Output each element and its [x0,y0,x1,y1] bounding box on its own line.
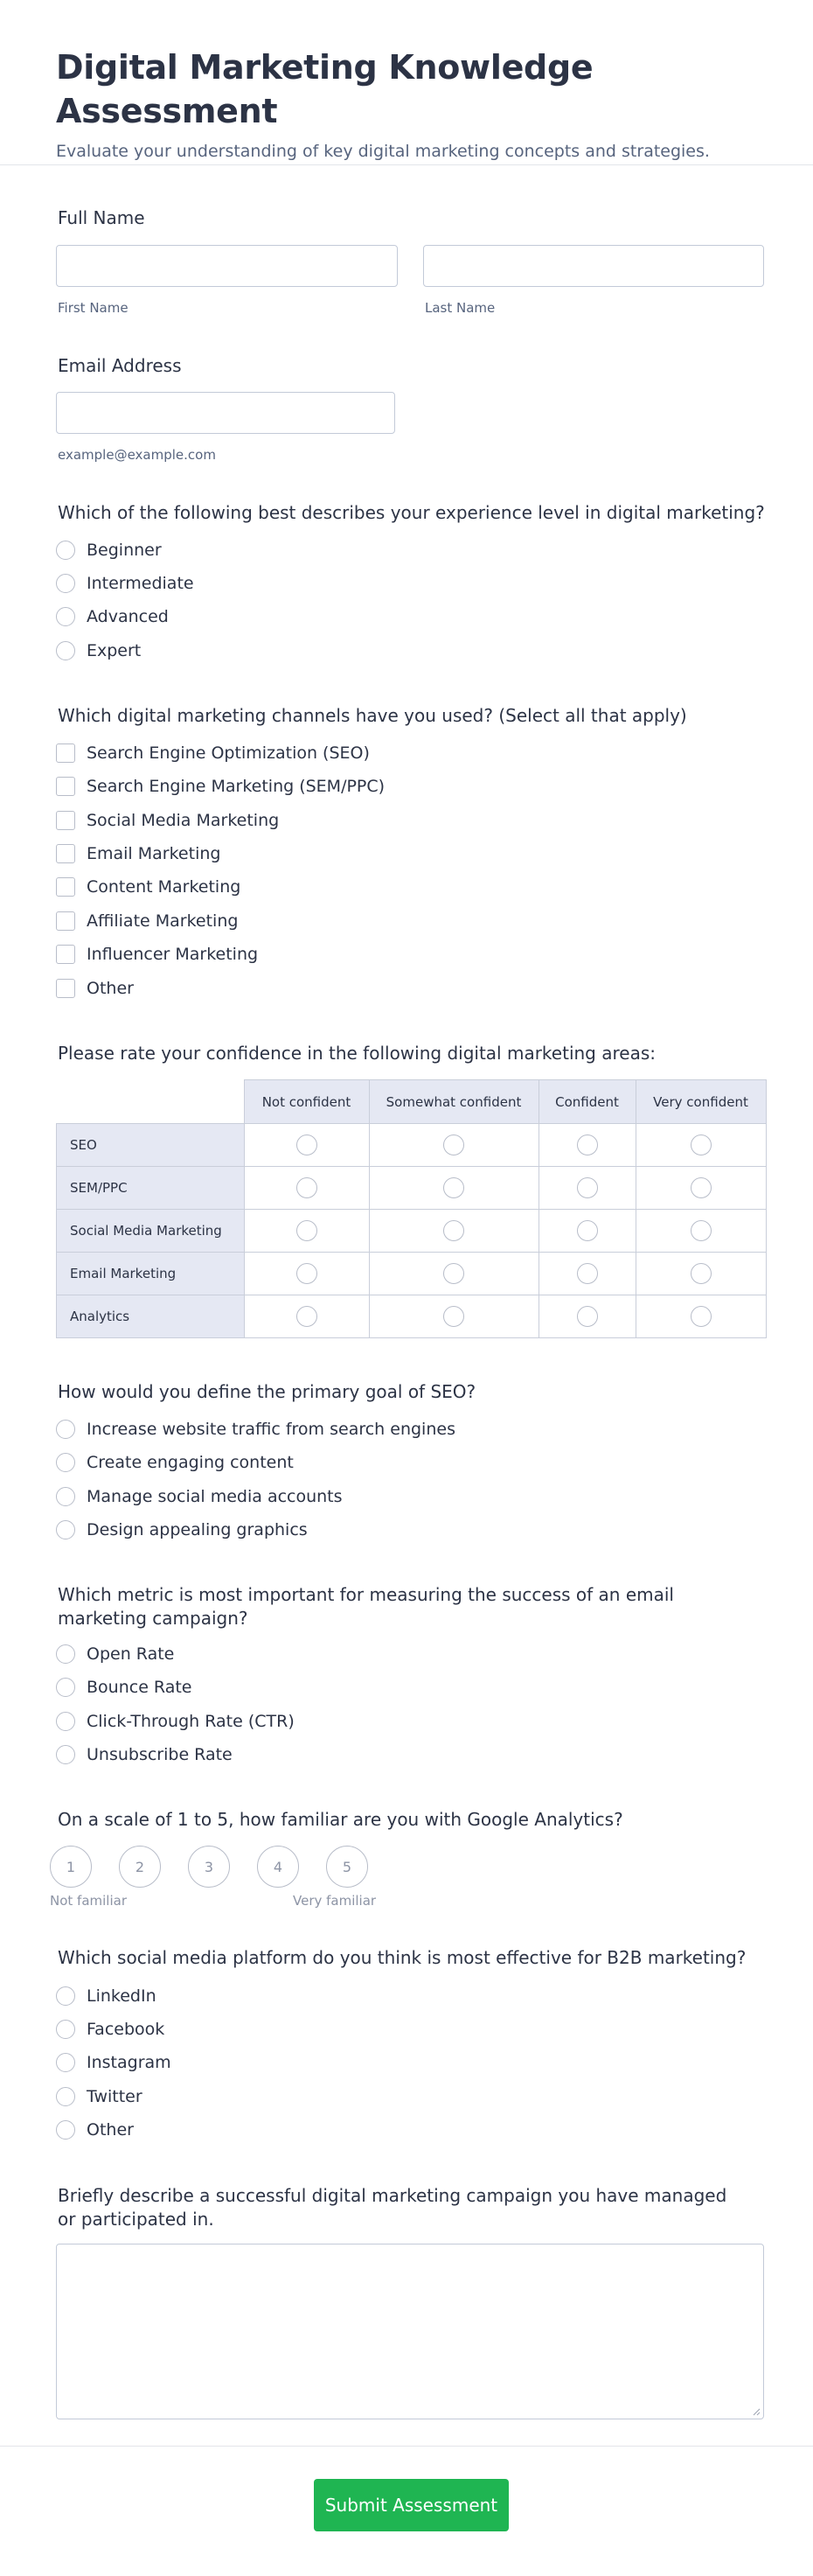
matrix-column-header: Somewhat confident [369,1080,539,1124]
matrix-corner [57,1080,245,1124]
channel-option-email[interactable]: Email Marketing [56,841,220,867]
radio-icon[interactable] [56,1487,75,1506]
checkbox-icon[interactable] [56,811,75,830]
channel-option-social[interactable]: Social Media Marketing [56,807,279,834]
matrix-radio[interactable] [443,1306,464,1327]
b2b-question: Which social media platform do you think is most effective for B2B marketing? [58,1947,747,1968]
footer-divider [0,2446,813,2447]
b2b-option-facebook[interactable]: Facebook [56,2016,164,2042]
scale-option-4[interactable]: 4 [257,1846,299,1888]
channels-question: Which digital marketing channels have you used? (Select all that apply) [58,705,687,726]
matrix-radio[interactable] [296,1177,317,1198]
matrix-radio[interactable] [691,1220,712,1241]
checkbox-icon[interactable] [56,945,75,964]
radio-icon[interactable] [56,1745,75,1764]
matrix-radio[interactable] [691,1134,712,1155]
last-name-input[interactable] [423,245,764,287]
seo-goal-option-content[interactable]: Create engaging content [56,1449,294,1476]
email-label: Email Address [58,355,182,376]
checkbox-icon[interactable] [56,979,75,998]
radio-icon[interactable] [56,541,75,560]
matrix-row-label: Email Marketing [57,1253,245,1295]
matrix-radio[interactable] [296,1306,317,1327]
matrix-row-analytics [57,1295,767,1338]
email-metric-question: Which metric is most important for measuring the success of an email marketing campaign? [58,1584,674,1629]
b2b-option-linkedin[interactable]: LinkedIn [56,1983,156,2009]
seo-goal-question: How would you define the primary goal of SEO? [58,1381,476,1402]
experience-option-advanced[interactable]: Advanced [56,604,169,630]
b2b-option-instagram[interactable]: Instagram [56,2049,171,2076]
channel-option-seo[interactable]: Search Engine Optimization (SEO) [56,740,370,766]
matrix-row-label: Analytics [57,1295,245,1338]
checkbox-icon[interactable] [56,777,75,796]
scale-option-5[interactable]: 5 [326,1846,368,1888]
radio-icon[interactable] [56,641,75,660]
experience-question: Which of the following best describes your experience level in digital marketing? [58,502,765,523]
matrix-row-label: SEO [57,1124,245,1167]
experience-option-intermediate[interactable]: Intermediate [56,570,194,597]
matrix-row-seo [57,1124,767,1167]
matrix-radio[interactable] [296,1134,317,1155]
scale-option-2[interactable]: 2 [119,1846,161,1888]
checkbox-icon[interactable] [56,844,75,863]
seo-goal-option-traffic[interactable]: Increase website traffic from search engines [56,1416,455,1442]
submit-button[interactable]: Submit Assessment [314,2479,509,2531]
radio-icon[interactable] [56,2020,75,2039]
campaign-question: Briefly describe a successful digital marketing campaign you have managed or participated in. [58,2185,727,2230]
checkbox-icon[interactable] [56,743,75,763]
radio-icon[interactable] [56,2053,75,2072]
matrix-radio[interactable] [577,1134,598,1155]
checkbox-icon[interactable] [56,911,75,931]
matrix-radio[interactable] [443,1220,464,1241]
email-metric-option-unsubscribe[interactable]: Unsubscribe Rate [56,1742,233,1768]
matrix-radio[interactable] [296,1263,317,1284]
radio-icon[interactable] [56,1453,75,1472]
matrix-radio[interactable] [577,1177,598,1198]
radio-icon[interactable] [56,1420,75,1439]
matrix-row-email [57,1253,767,1295]
matrix-radio[interactable] [443,1134,464,1155]
resize-grip-icon[interactable] [752,2407,761,2416]
scale-min-caption: Not familiar [50,1893,127,1909]
email-sublabel: example@example.com [58,447,216,463]
email-metric-option-bounce[interactable]: Bounce Rate [56,1674,192,1700]
matrix-radio[interactable] [691,1306,712,1327]
matrix-header-row [57,1080,767,1124]
radio-icon[interactable] [56,1678,75,1697]
channel-option-other[interactable]: Other [56,975,134,1002]
radio-icon[interactable] [56,2087,75,2106]
radio-icon[interactable] [56,607,75,626]
first-name-input[interactable] [56,245,398,287]
checkbox-icon[interactable] [56,877,75,897]
channel-option-sem[interactable]: Search Engine Marketing (SEM/PPC) [56,773,385,799]
channel-option-influencer[interactable]: Influencer Marketing [56,941,258,967]
radio-icon[interactable] [56,1520,75,1539]
matrix-column-header: Very confident [636,1080,766,1124]
b2b-option-other[interactable]: Other [56,2117,134,2143]
experience-option-expert[interactable]: Expert [56,638,141,664]
matrix-radio[interactable] [443,1177,464,1198]
confidence-matrix [56,1079,767,1338]
channel-option-content[interactable]: Content Marketing [56,874,240,900]
matrix-column-header: Confident [539,1080,636,1124]
email-metric-option-open[interactable]: Open Rate [56,1641,174,1667]
radio-icon[interactable] [56,1986,75,2006]
matrix-radio[interactable] [577,1263,598,1284]
matrix-radio[interactable] [691,1177,712,1198]
ga-scale-question: On a scale of 1 to 5, how familiar are you with Google Analytics? [58,1809,623,1830]
channel-option-affiliate[interactable]: Affiliate Marketing [56,908,238,934]
radio-icon[interactable] [56,574,75,593]
full-name-label: Full Name [58,207,145,228]
matrix-radio[interactable] [691,1263,712,1284]
last-name-sublabel: Last Name [425,300,496,316]
matrix-radio[interactable] [577,1220,598,1241]
scale-option-3[interactable]: 3 [188,1846,230,1888]
radio-icon[interactable] [56,2120,75,2140]
first-name-sublabel: First Name [58,300,129,316]
experience-option-beginner[interactable]: Beginner [56,537,162,563]
confidence-question: Please rate your confidence in the following digital marketing areas: [58,1043,656,1064]
b2b-option-twitter[interactable]: Twitter [56,2084,142,2110]
matrix-row-label: SEM/PPC [57,1167,245,1210]
matrix-row-label: Social Media Marketing [57,1210,245,1253]
radio-icon[interactable] [56,1712,75,1731]
seo-goal-option-social[interactable]: Manage social media accounts [56,1483,343,1510]
matrix-row-social [57,1210,767,1253]
email-input[interactable] [56,392,395,434]
campaign-textarea[interactable] [56,2244,764,2419]
matrix-column-header: Not confident [244,1080,369,1124]
email-metric-option-ctr[interactable]: Click-Through Rate (CTR) [56,1708,295,1735]
seo-goal-option-graphics[interactable]: Design appealing graphics [56,1517,308,1543]
scale-option-1[interactable]: 1 [50,1846,92,1888]
matrix-row-sem [57,1167,767,1210]
form-subtitle: Evaluate your understanding of key digital marketing concepts and strategies. [56,142,710,161]
matrix-radio[interactable] [443,1263,464,1284]
form-title: Digital Marketing Knowledge Assessment [56,48,594,130]
matrix-radio[interactable] [577,1306,598,1327]
scale-max-caption: Very familiar [293,1893,377,1909]
radio-icon[interactable] [56,1644,75,1664]
form-header [0,0,813,165]
matrix-radio[interactable] [296,1220,317,1241]
